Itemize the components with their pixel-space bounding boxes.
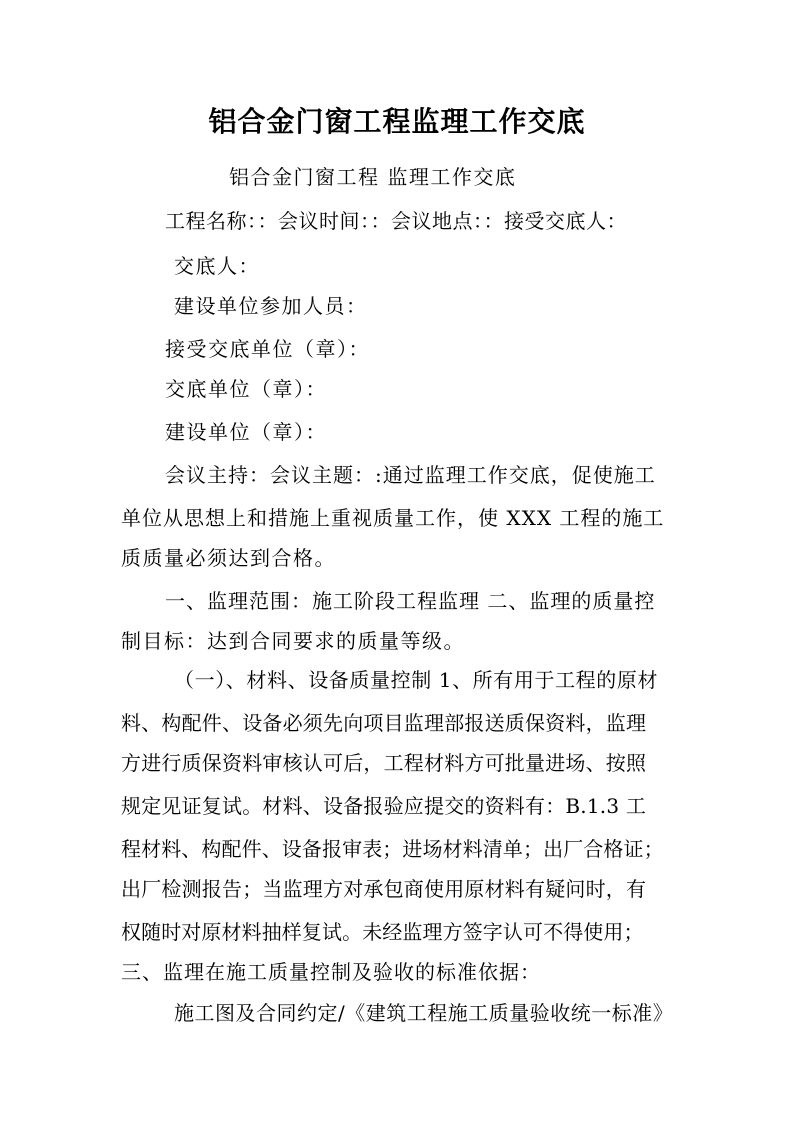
body-line: 一、监理范围：施工阶段工程监理 二、监理的质量控: [165, 589, 656, 613]
body-line: 交底单位（章）：: [165, 377, 327, 401]
body-line: 建设单位（章）：: [165, 420, 327, 444]
body-line: 出厂检测报告；当监理方对承包商使用原材料有疑问时，有: [121, 877, 647, 901]
body-line: 接受交底单位（章）：: [165, 337, 370, 361]
body-line: 单位从思想上和措施上重视质量工作，使 XXX 工程的施工: [121, 506, 665, 530]
body-line: 交底人：: [174, 254, 260, 278]
body-line: 料、构配件、设备必须先向项目监理部报送质保资料，监理: [121, 711, 647, 735]
body-line: 会议主持：会议主题：:通过监理工作交底，促使施工: [165, 463, 656, 487]
body-line: 方进行质保资料审核认可后，工程材料方可批量进场、按照: [121, 751, 647, 775]
body-line: 建设单位参加人员：: [174, 294, 368, 318]
body-line: （一）、材料、设备质量控制 1、所有用于工程的原材: [174, 668, 659, 692]
body-line: 规定见证复试。材料、设备报验应提交的资料有：B.1.3 工: [121, 794, 647, 818]
body-line: 程材料、构配件、设备报审表；进场材料清单；出厂合格证；: [121, 837, 664, 861]
body-line: 质质量必须达到合格。: [121, 546, 336, 570]
document-title: 铝合金门窗工程监理工作交底: [208, 105, 586, 138]
document-subtitle: 铝合金门窗工程 监理工作交底: [229, 165, 517, 189]
body-line: 权随时对原材料抽样复试。未经监理方签字认可不得使用；: [121, 920, 644, 944]
body-line: 施工图及合同约定/《建筑工程施工质量验收统一标准》: [174, 1001, 674, 1025]
section-heading: 三、监理在施工质量控制及验收的标准依据：: [121, 960, 541, 984]
body-line: 制目标：达到合同要求的质量等级。: [121, 629, 465, 653]
meta-line: 工程名称：：会议时间：：会议地点：：接受交底人：: [165, 209, 627, 233]
